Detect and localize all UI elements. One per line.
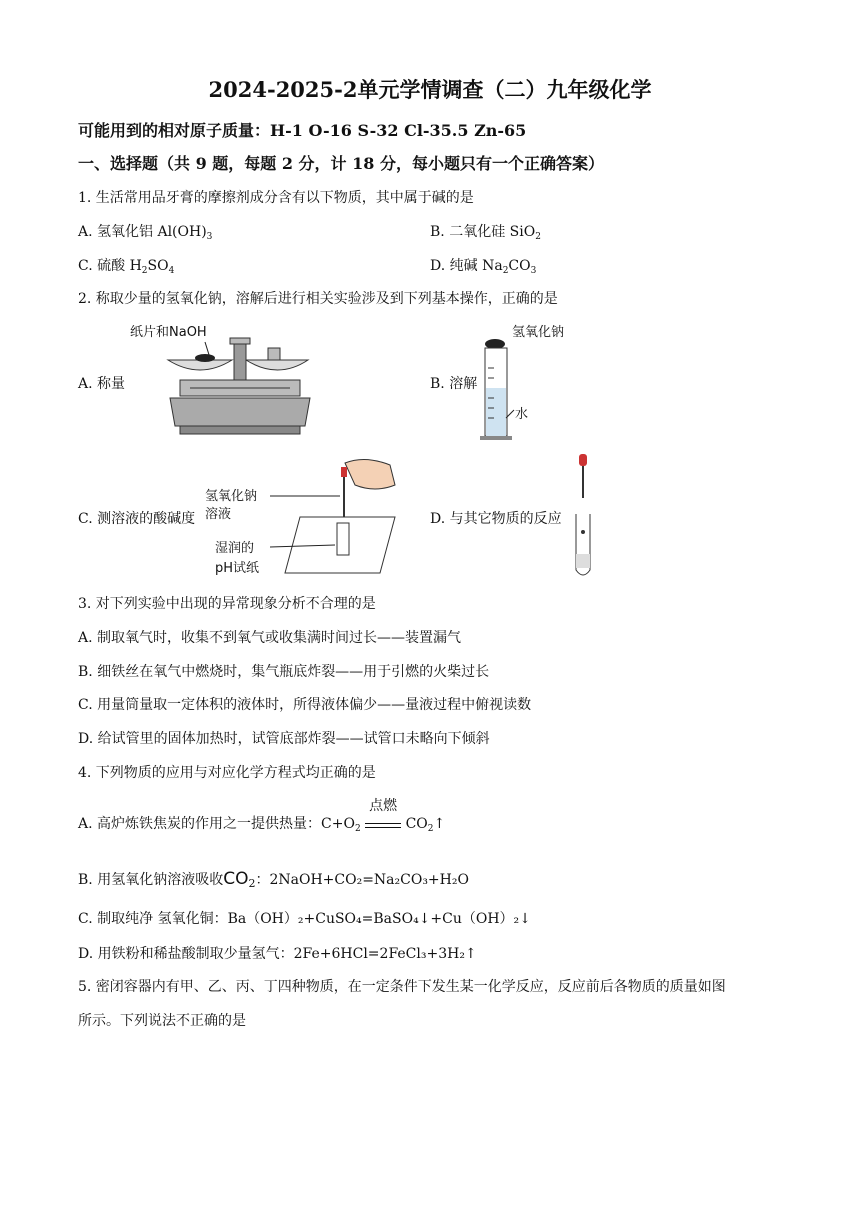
q2-stem: 2. 称取少量的氢氧化钠，溶解后进行相关实验涉及到下列基本操作，正确的是 xyxy=(78,291,558,307)
q5-line2: 所示。下列说法不正确的是 xyxy=(78,1013,246,1029)
q3-option-b: B. 细铁丝在氧气中燃烧时，集气瓶底炸裂——用于引燃的火柴过长 xyxy=(78,664,490,680)
atomic-masses: 可能用到的相对原子质量：H-1 O-16 S-32 Cl-35.5 Zn-65 xyxy=(78,121,527,140)
q4-option-d: D. 用铁粉和稀盐酸制取少量氢气：2Fe+6HCl=2FeCl₃+3H₂↑ xyxy=(78,946,477,962)
section-heading: 一、选择题（共 9 题，每题 2 分，计 18 分，每小题只有一个正确答案） xyxy=(78,154,604,173)
q2-option-b: B. 溶解 xyxy=(430,376,478,392)
q1-option-a: A. 氢氧化铝 $Al(OH)_3$ xyxy=(78,224,213,242)
balance-figure xyxy=(130,318,310,440)
q4-stem: 4. 下列物质的应用与对应化学方程式均正确的是 xyxy=(78,765,376,781)
ph-test-figure xyxy=(205,455,405,580)
q2-option-d: D. 与其它物质的反应 xyxy=(430,511,562,527)
q2-option-a: A. 称量 xyxy=(78,376,126,392)
q5-line1: 5. 密闭容器内有甲、乙、丙、丁四种物质，在一定条件下发生某一化学反应，反应前后各物质的质量如图 xyxy=(78,979,726,995)
q4-option-b: B. 用氢氧化钠溶液吸收$CO_2$：2NaOH+CO₂=Na₂CO₃+H₂O xyxy=(78,869,469,890)
q3-option-d: D. 给试管里的固体加热时，试管底部炸裂——试管口未略向下倾斜 xyxy=(78,731,490,747)
q1-option-d: D. 纯碱 $Na_2CO_3$ xyxy=(430,258,537,276)
q1-option-c: C. 硫酸 $H_2SO_4$ xyxy=(78,258,175,276)
ph-label-solution: 溶液 xyxy=(205,507,232,522)
cylinder-figure xyxy=(480,318,610,443)
cylinder-label-water: 水 xyxy=(515,407,529,422)
cylinder-label-naoh: 氢氧化钠 xyxy=(512,325,565,340)
ph-label-moist: 湿润的 xyxy=(215,541,255,556)
test-tube-figure xyxy=(572,452,602,582)
q1-option-b: B. 二氧化硅 SiO$_2$ xyxy=(430,224,541,242)
q2-option-c: C. 测溶液的酸碱度 xyxy=(78,511,196,527)
reaction-condition: 点燃 xyxy=(369,798,398,814)
ph-label-naoh: 氢氧化钠 xyxy=(205,489,258,504)
page-title: 2024-2025-2单元学情调查（二）九年级化学 xyxy=(208,77,652,102)
q3-option-a: A. 制取氧气时，收集不到氧气或收集满时间过长——装置漏气 xyxy=(78,630,462,646)
q3-stem: 3. 对下列实验中出现的异常现象分析不合理的是 xyxy=(78,596,376,612)
balance-label: 纸片和NaOH xyxy=(130,325,207,340)
q1-stem: 1. 生活常用品牙膏的摩擦剂成分含有以下物质，其中属于碱的是 xyxy=(78,190,474,206)
q4-option-a: A. 高炉炼铁焦炭的作用之一提供热量：$C+O_2$ 点燃 $CO_2↑$ xyxy=(78,813,445,834)
ph-label-paper: pH试纸 xyxy=(215,561,260,576)
q4-option-c: C. 制取纯净 氢氧化铜：Ba（OH）₂+CuSO₄=BaSO₄↓+Cu（OH）₂↓ xyxy=(78,911,531,927)
q3-option-c: C. 用量筒量取一定体积的液体时，所得液体偏少——量液过程中俯视读数 xyxy=(78,697,532,713)
